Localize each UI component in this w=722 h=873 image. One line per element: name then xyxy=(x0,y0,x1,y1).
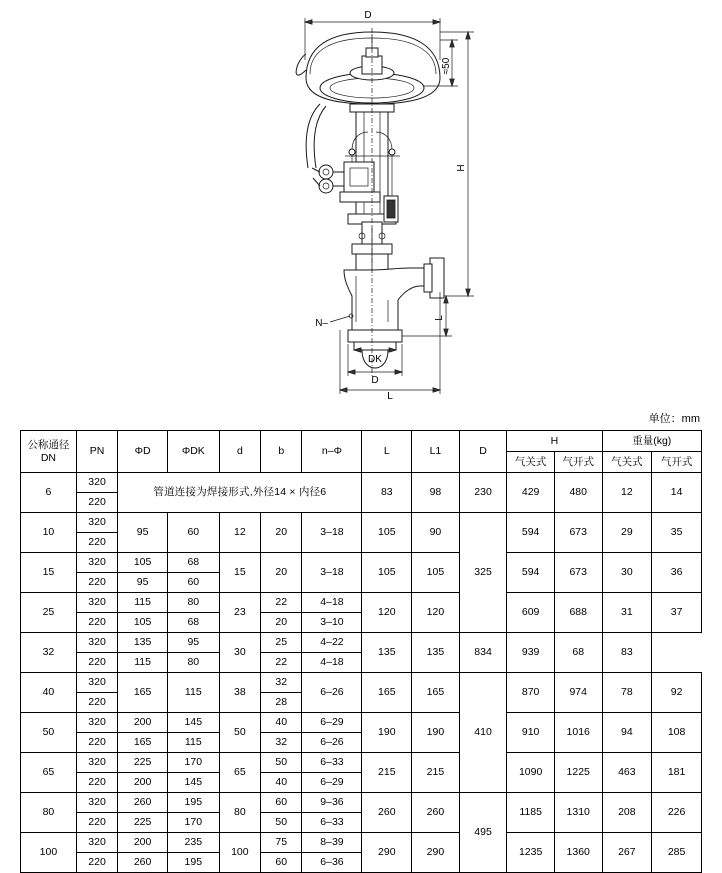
th-H: H xyxy=(507,431,602,452)
cell-phi-dk: 95 xyxy=(167,633,219,653)
table-row xyxy=(21,833,702,853)
cell-h-open: 673 xyxy=(554,513,602,553)
cell-phi-d: 165 xyxy=(118,673,168,713)
cell-L: 215 xyxy=(362,753,412,793)
cell-phi-d: 260 xyxy=(118,793,168,813)
table-row xyxy=(21,473,702,493)
valve-assembly-drawing xyxy=(0,0,722,400)
cell-phi-d: 95 xyxy=(118,513,168,553)
cell-n-phi: 6–29 xyxy=(302,713,362,733)
cell-phi-dk: 170 xyxy=(167,753,219,773)
cell-phi-dk: 60 xyxy=(167,573,219,593)
cell-phi-d: 105 xyxy=(118,553,168,573)
specification-table xyxy=(20,430,702,873)
cell-dn: 6 xyxy=(21,473,77,513)
cell-w-open: 83 xyxy=(602,633,652,673)
cell-b: 28 xyxy=(261,693,302,713)
cell-pn: 220 xyxy=(76,613,117,633)
cell-d: 100 xyxy=(219,833,260,873)
cell-w-close: 78 xyxy=(602,673,652,713)
cell-weld-note: 管道连接为焊接形式,外径14 × 内径6 xyxy=(118,473,362,513)
svg-text:N–: N– xyxy=(315,318,328,329)
table-row xyxy=(21,513,702,533)
cell-phi-dk: 115 xyxy=(167,733,219,753)
cell-phi-dk: 145 xyxy=(167,773,219,793)
cell-b: 50 xyxy=(261,813,302,833)
cell-d: 12 xyxy=(219,513,260,553)
cell-L: 165 xyxy=(362,673,412,713)
cell-b: 22 xyxy=(261,593,302,613)
cell-w-close: 12 xyxy=(602,473,652,513)
cell-w-close: 208 xyxy=(602,793,652,833)
th-phi-d: ΦD xyxy=(118,431,168,473)
cell-n-phi: 6–36 xyxy=(302,853,362,873)
cell-pn: 320 xyxy=(76,793,117,813)
cell-h-close: 594 xyxy=(507,513,555,553)
cell-L1: 135 xyxy=(412,633,460,673)
cell-h-close: 834 xyxy=(459,633,507,673)
cell-w-open: 285 xyxy=(652,833,702,873)
cell-pn: 220 xyxy=(76,653,117,673)
table-body xyxy=(21,473,702,873)
cell-h-open: 1360 xyxy=(554,833,602,873)
cell-pn: 220 xyxy=(76,533,117,553)
cell-phi-dk: 115 xyxy=(167,673,219,713)
svg-text:D: D xyxy=(371,375,379,386)
cell-dn: 32 xyxy=(21,633,77,673)
cell-phi-dk: 145 xyxy=(167,713,219,733)
svg-text:H: H xyxy=(456,164,467,172)
cell-phi-d: 200 xyxy=(118,713,168,733)
cell-L1: 98 xyxy=(412,473,460,513)
cell-d: 30 xyxy=(219,633,260,673)
table-row xyxy=(21,553,702,573)
cell-b: 25 xyxy=(261,633,302,653)
cell-n-phi: 8–39 xyxy=(302,833,362,853)
cell-pn: 220 xyxy=(76,773,117,793)
cell-dn: 100 xyxy=(21,833,77,873)
cell-phi-d: 115 xyxy=(118,653,168,673)
cell-L: 83 xyxy=(362,473,412,513)
cell-phi-dk: 235 xyxy=(167,833,219,853)
th-phi-dk: ΦDK xyxy=(167,431,219,473)
cell-d: 50 xyxy=(219,713,260,753)
th-b: b xyxy=(261,431,302,473)
cell-L1: 190 xyxy=(412,713,460,753)
cell-h-open: 939 xyxy=(507,633,555,673)
cell-pn: 320 xyxy=(76,713,117,733)
cell-w-open: 226 xyxy=(652,793,702,833)
cell-dn: 40 xyxy=(21,673,77,713)
cell-b: 20 xyxy=(261,613,302,633)
cell-pn: 320 xyxy=(76,833,117,853)
cell-h-open: 974 xyxy=(554,673,602,713)
cell-phi-d: 135 xyxy=(118,633,168,653)
cell-pn: 320 xyxy=(76,753,117,773)
cell-b: 32 xyxy=(261,673,302,693)
cell-pn: 220 xyxy=(76,693,117,713)
th-weight: 重量(kg) xyxy=(602,431,701,452)
cell-w-close: 267 xyxy=(602,833,652,873)
bolt-callout xyxy=(315,314,353,329)
th-w-close: 气关式 xyxy=(602,452,652,473)
cell-pn: 320 xyxy=(76,593,117,613)
cell-h-close: 594 xyxy=(507,553,555,593)
cell-D: 325 xyxy=(459,513,507,633)
cell-d: 65 xyxy=(219,753,260,793)
cell-h-open: 1310 xyxy=(554,793,602,833)
cell-w-open: 92 xyxy=(652,673,702,713)
cell-phi-d: 105 xyxy=(118,613,168,633)
cell-L1: 290 xyxy=(412,833,460,873)
th-pn: PN xyxy=(76,431,117,473)
th-L: L xyxy=(362,431,412,473)
cell-L: 290 xyxy=(362,833,412,873)
th-d: d xyxy=(219,431,260,473)
cell-b: 60 xyxy=(261,853,302,873)
cell-phi-d: 165 xyxy=(118,733,168,753)
table-row xyxy=(21,713,702,733)
cell-w-open: 181 xyxy=(652,753,702,793)
cell-L1: 90 xyxy=(412,513,460,553)
cell-L: 105 xyxy=(362,513,412,553)
svg-text:D: D xyxy=(364,10,372,21)
cell-n-phi: 4–18 xyxy=(302,593,362,613)
th-n-phi: n–Φ xyxy=(302,431,362,473)
cell-h-open: 480 xyxy=(554,473,602,513)
cell-phi-dk: 195 xyxy=(167,853,219,873)
cell-phi-dk: 68 xyxy=(167,553,219,573)
cell-L: 120 xyxy=(362,593,412,633)
cell-L: 105 xyxy=(362,553,412,593)
table-row xyxy=(21,753,702,773)
cell-L1: 215 xyxy=(412,753,460,793)
svg-text:DK: DK xyxy=(368,354,382,365)
cell-pn: 320 xyxy=(76,473,117,493)
svg-text:L: L xyxy=(387,391,393,400)
cell-d: 23 xyxy=(219,593,260,633)
cell-b: 75 xyxy=(261,833,302,853)
table-row xyxy=(21,593,702,613)
th-w-open: 气开式 xyxy=(652,452,702,473)
cell-dn: 25 xyxy=(21,593,77,633)
th-h-close: 气关式 xyxy=(507,452,555,473)
cell-phi-dk: 170 xyxy=(167,813,219,833)
cell-phi-dk: 195 xyxy=(167,793,219,813)
cell-dn: 10 xyxy=(21,513,77,553)
cell-dn: 65 xyxy=(21,753,77,793)
cell-pn: 220 xyxy=(76,813,117,833)
cell-pn: 220 xyxy=(76,733,117,753)
cell-L: 260 xyxy=(362,793,412,833)
cell-phi-dk: 80 xyxy=(167,593,219,613)
cell-n-phi: 4–22 xyxy=(302,633,362,653)
cell-w-open: 35 xyxy=(652,513,702,553)
cell-h-close: 870 xyxy=(507,673,555,713)
table-row xyxy=(21,633,702,653)
cell-D: 495 xyxy=(459,793,507,873)
cell-h-close: 1235 xyxy=(507,833,555,873)
cell-w-close: 94 xyxy=(602,713,652,753)
cell-L1: 105 xyxy=(412,553,460,593)
cell-phi-dk: 60 xyxy=(167,513,219,553)
cell-D: 230 xyxy=(459,473,507,513)
unit-note: 单位：mm xyxy=(648,413,700,425)
th-h-open: 气开式 xyxy=(554,452,602,473)
cell-pn: 220 xyxy=(76,573,117,593)
cell-w-open: 37 xyxy=(652,593,702,633)
cell-n-phi: 3–18 xyxy=(302,553,362,593)
cell-phi-dk: 80 xyxy=(167,653,219,673)
cell-n-phi: 6–26 xyxy=(302,733,362,753)
cell-pn: 220 xyxy=(76,493,117,513)
cell-L: 190 xyxy=(362,713,412,753)
cell-b: 40 xyxy=(261,773,302,793)
table-header-row-1 xyxy=(21,431,702,452)
cell-pn: 320 xyxy=(76,553,117,573)
cell-phi-d: 95 xyxy=(118,573,168,593)
cell-pn: 320 xyxy=(76,633,117,653)
cell-pn: 320 xyxy=(76,513,117,533)
cell-b: 20 xyxy=(261,553,302,593)
cell-d: 80 xyxy=(219,793,260,833)
cell-L1: 120 xyxy=(412,593,460,633)
cell-w-open: 108 xyxy=(652,713,702,753)
cell-w-close: 30 xyxy=(602,553,652,593)
cell-pn: 220 xyxy=(76,853,117,873)
th-D: D xyxy=(459,431,507,473)
cell-n-phi: 6–33 xyxy=(302,813,362,833)
cell-L: 135 xyxy=(362,633,412,673)
cell-w-close: 31 xyxy=(602,593,652,633)
cell-n-phi: 6–26 xyxy=(302,673,362,713)
cell-dn: 80 xyxy=(21,793,77,833)
cell-L1: 260 xyxy=(412,793,460,833)
table-row xyxy=(21,793,702,813)
cell-phi-d: 225 xyxy=(118,753,168,773)
cell-n-phi: 3–18 xyxy=(302,513,362,553)
th-dn: 公称通径 DN xyxy=(21,431,77,473)
svg-text:L: L xyxy=(434,315,445,321)
cell-h-close: 1090 xyxy=(507,753,555,793)
cell-w-open: 36 xyxy=(652,553,702,593)
table-row xyxy=(21,673,702,693)
cell-h-close: 609 xyxy=(507,593,555,633)
cell-phi-d: 225 xyxy=(118,813,168,833)
cell-w-close: 68 xyxy=(554,633,602,673)
cell-phi-d: 200 xyxy=(118,773,168,793)
cell-h-close: 910 xyxy=(507,713,555,753)
svg-text:≈50: ≈50 xyxy=(441,57,452,75)
cell-phi-d: 115 xyxy=(118,593,168,613)
cell-phi-dk: 68 xyxy=(167,613,219,633)
cell-w-open: 14 xyxy=(652,473,702,513)
th-L1: L1 xyxy=(412,431,460,473)
cell-n-phi: 4–18 xyxy=(302,653,362,673)
cell-pn: 320 xyxy=(76,673,117,693)
cell-b: 32 xyxy=(261,733,302,753)
cell-w-close: 29 xyxy=(602,513,652,553)
cell-dn: 50 xyxy=(21,713,77,753)
cell-b: 20 xyxy=(261,513,302,553)
cell-L1: 165 xyxy=(412,673,460,713)
cell-b: 22 xyxy=(261,653,302,673)
cell-h-open: 688 xyxy=(554,593,602,633)
actuator-diaphragm-housing xyxy=(306,32,440,104)
cell-h-open: 673 xyxy=(554,553,602,593)
cell-w-close: 463 xyxy=(602,753,652,793)
cell-n-phi: 6–29 xyxy=(302,773,362,793)
cell-phi-d: 260 xyxy=(118,853,168,873)
cell-b: 50 xyxy=(261,753,302,773)
cell-n-phi: 6–33 xyxy=(302,753,362,773)
cell-b: 40 xyxy=(261,713,302,733)
cell-dn: 15 xyxy=(21,553,77,593)
cell-n-phi: 9–36 xyxy=(302,793,362,813)
cell-D: 410 xyxy=(459,673,507,793)
cell-h-close: 429 xyxy=(507,473,555,513)
cell-h-open: 1016 xyxy=(554,713,602,753)
cell-d: 38 xyxy=(219,673,260,713)
cell-h-open: 1225 xyxy=(554,753,602,793)
cell-d: 15 xyxy=(219,553,260,593)
cell-n-phi: 3–10 xyxy=(302,613,362,633)
dimension-l-vertical xyxy=(402,296,452,336)
cell-phi-d: 200 xyxy=(118,833,168,853)
cell-b: 60 xyxy=(261,793,302,813)
cell-h-close: 1185 xyxy=(507,793,555,833)
